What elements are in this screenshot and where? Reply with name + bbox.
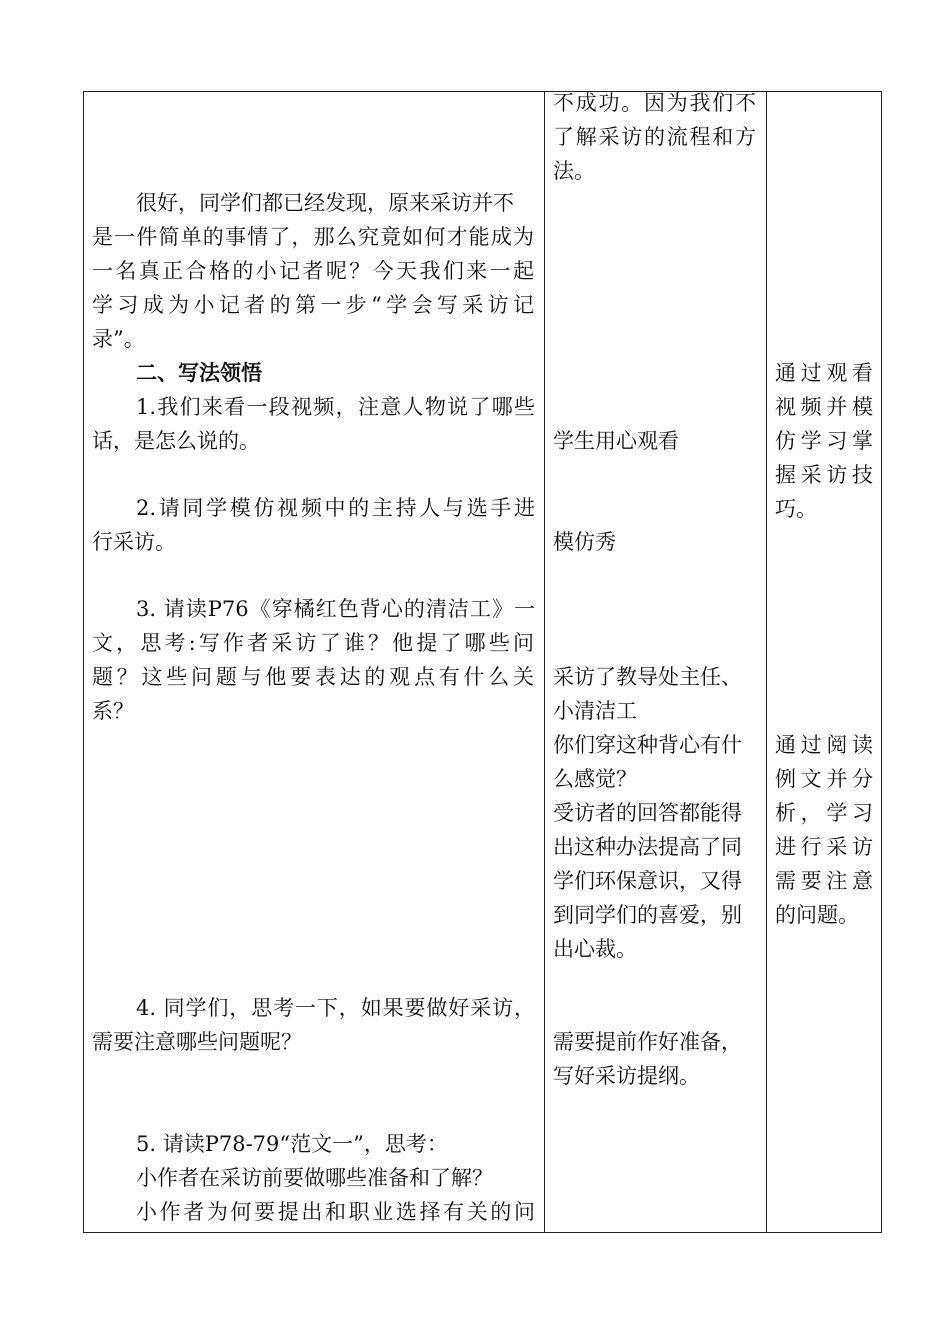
student-imitate: 模仿秀 [553,530,616,554]
student-line: 小清洁工 [553,699,637,723]
question-line: 话，是怎么说的。 [92,429,260,453]
intent-line: 巧。 [775,497,817,521]
question-line: 系？ [92,699,134,723]
section-heading: 二、写法领悟 [136,360,262,385]
intent-line: 仿学习掌 [775,429,873,453]
student-watch: 学生用心观看 [553,429,679,453]
intent-line: 进行采访 [775,835,873,859]
question-line: 题？这些问题与他要表达的观点有什么关 [92,665,534,689]
question-line: 5. 请读P78-79“范文一”，思考： [136,1132,448,1156]
student-line: 法。 [553,159,595,183]
intent-line: 需要注意 [775,869,873,893]
intent-line: 的问题。 [775,903,859,927]
student-line: 需要提前作好准备， [553,1030,742,1054]
intent-line: 例文并分 [775,767,873,791]
question-line: 小作者为何要提出和职业选择有关的问 [136,1200,535,1224]
intro-line: 很好，同学们都已经发现，原来采访并不 [136,191,514,215]
student-line: 你们穿这种背心有什 [553,733,742,757]
question-line: 文，思考:写作者采访了谁？他提了哪些问 [92,631,534,655]
student-line: 么感觉？ [553,767,637,791]
student-line: 采访了教导处主任、 [553,665,742,689]
question-line: 行采访。 [92,530,176,554]
intro-line: 录”。 [92,327,145,351]
intro-line: 学习成为小记者的第一步“学会写采访记 [92,293,534,317]
student-line: 出心裁。 [553,937,637,961]
question-line: 3. 请读P76《穿橘红色背心的清洁工》一 [136,597,535,621]
intro-line: 一名真正合格的小记者呢？今天我们来一起 [92,259,534,283]
column-divider-1 [544,92,545,1232]
intent-line: 视频并模 [775,395,873,419]
question-line: 2.请同学模仿视频中的主持人与选手进 [136,496,535,520]
intent-line: 通过观看 [775,361,873,385]
student-line: 了解采访的流程和方 [553,125,756,149]
question-line: 需要注意哪些问题呢？ [92,1030,302,1054]
student-line: 学们环保意识，又得 [553,869,742,893]
intent-line: 握采访技 [775,463,873,487]
student-line: 出这种办法提高了同 [553,835,742,859]
student-line: 到同学们的喜爱，别 [553,903,742,927]
intent-line: 析，学习 [775,801,873,825]
student-line: 不成功。因为我们不 [553,91,756,115]
intent-line: 通过阅读 [775,733,873,757]
question-line: 4. 同学们，思考一下，如果要做好采访， [136,996,535,1020]
question-line: 小作者在采访前要做哪些准备和了解？ [136,1166,493,1190]
intro-line: 是一件简单的事情了，那么究竟如何才能成为 [92,225,534,249]
question-line: 1.我们来看一段视频，注意人物说了哪些 [136,395,535,419]
student-line: 受访者的回答都能得 [553,801,742,825]
student-line: 写好采访提纲。 [553,1064,700,1088]
column-divider-2 [766,92,767,1232]
